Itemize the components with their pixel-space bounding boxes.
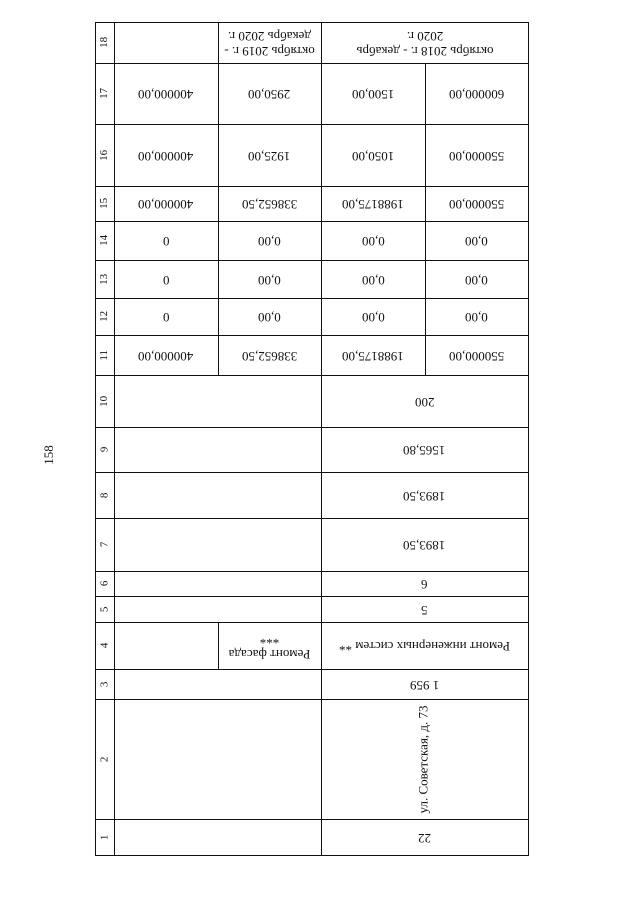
- engineering-value-b-15: [425, 186, 528, 221]
- engineering-value-a-15-text: 1988175,00: [342, 196, 404, 212]
- facade-value-4: [218, 622, 321, 669]
- column-number-5: [95, 596, 114, 622]
- engineering-value-b-17-text: 600000,00: [448, 86, 505, 102]
- street-value-11-text: 400000,00: [138, 348, 194, 364]
- table-right-border: [528, 22, 529, 855]
- column-number-7-text: 7: [98, 541, 111, 548]
- column-number-1-text: 1: [98, 834, 111, 840]
- column-number-4: [95, 622, 114, 669]
- engineering-value-6-text: 6: [421, 576, 428, 592]
- engineering-value-18-text: октябрь 2018 г. - декабрь 2020 г.: [356, 28, 493, 59]
- engineering-value-b-14-text: 0,00: [465, 233, 488, 249]
- column-number-8: [95, 472, 114, 518]
- column-number-7: [95, 518, 114, 571]
- table-bottom-border: [95, 855, 529, 856]
- engineering-value-a-13: [321, 260, 425, 298]
- engineering-value-b-16-text: 550000,00: [448, 148, 505, 164]
- facade-value-13: [218, 260, 321, 298]
- engineering-value-18: [321, 22, 528, 63]
- facade-value-12-text: 0,00: [258, 309, 281, 325]
- facade-value-14: [218, 221, 321, 260]
- engineering-value-a-14: [321, 221, 425, 260]
- column-number-9: [95, 427, 114, 472]
- column-number-16-text: 16: [98, 149, 111, 161]
- column-number-8-text: 8: [98, 492, 111, 498]
- column-number-4-text: 4: [98, 642, 111, 649]
- column-number-3-text: 3: [98, 681, 111, 687]
- engineering-value-6: [321, 571, 528, 596]
- facade-value-15-text: 338652,50: [241, 196, 298, 212]
- engineering-value-a-17-text: 1500,00: [351, 86, 395, 102]
- column-number-6-text: 6: [98, 580, 111, 587]
- street-value-14-text: 0: [162, 233, 170, 249]
- engineering-value-2: [321, 699, 528, 819]
- street-value-15-text: 400000,00: [138, 196, 194, 212]
- engineering-value-9: [321, 427, 528, 472]
- engineering-value-3: [321, 669, 528, 699]
- engineering-value-a-16: [321, 124, 425, 186]
- engineering-value-b-17: [425, 63, 528, 124]
- engineering-value-10: [321, 375, 528, 427]
- column-number-1: [95, 819, 114, 855]
- facade-value-18: [218, 22, 321, 63]
- street-value-12: [114, 298, 218, 335]
- page-number: 158: [41, 445, 56, 465]
- facade-value-17: [218, 63, 321, 124]
- street-value-16: [114, 124, 218, 186]
- column-number-6: [95, 571, 114, 596]
- facade-value-12: [218, 298, 321, 335]
- engineering-value-a-14-text: 0,00: [361, 233, 385, 249]
- engineering-value-1-text: 22: [418, 830, 431, 846]
- column-number-15-text: 15: [98, 197, 111, 209]
- column-number-10-text: 10: [98, 395, 111, 407]
- engineering-value-b-15-text: 550000,00: [448, 196, 505, 212]
- engineering-value-b-12: [425, 298, 528, 335]
- column-number-17: [95, 63, 114, 124]
- facade-value-16-text: 1925,00: [248, 148, 291, 164]
- column-number-2-text: 2: [98, 756, 111, 762]
- street-value-11: [114, 335, 218, 375]
- column-number-13: [95, 260, 114, 298]
- engineering-value-5-text: 5: [421, 602, 428, 618]
- engineering-value-a-17: [321, 63, 425, 124]
- engineering-value-a-11-text: 1988175,00: [342, 348, 404, 364]
- engineering-value-a-11: [321, 335, 425, 375]
- column-number-13-text: 13: [98, 273, 111, 285]
- engineering-value-4: [321, 622, 528, 669]
- engineering-value-10-text: 200: [414, 394, 435, 410]
- engineering-value-b-11: [425, 335, 528, 375]
- column-number-18: [95, 22, 114, 63]
- engineering-value-2-text: ул. Советская, д. 73: [416, 704, 432, 814]
- engineering-value-3-text: 1 959: [409, 677, 440, 693]
- facade-value-11: [218, 335, 321, 375]
- engineering-value-a-12: [321, 298, 425, 335]
- facade-value-16: [218, 124, 321, 186]
- engineering-value-a-12-text: 0,00: [361, 309, 385, 325]
- column-number-14-text: 14: [98, 234, 111, 246]
- engineering-value-8: [321, 472, 528, 518]
- street-value-17-text: 400000,00: [138, 86, 194, 102]
- street-value-12-text: 0: [162, 309, 170, 325]
- engineering-value-4-text: Ремонт инженерных систем **: [338, 638, 511, 654]
- column-number-3: [95, 669, 114, 699]
- facade-value-15: [218, 186, 321, 221]
- facade-value-13-text: 0,00: [258, 272, 281, 288]
- street-value-15: [114, 186, 218, 221]
- engineering-value-b-13: [425, 260, 528, 298]
- column-number-18-text: 18: [98, 36, 111, 48]
- facade-value-11-text: 338652,50: [241, 348, 298, 364]
- column-number-12: [95, 298, 114, 335]
- street-value-17: [114, 63, 218, 124]
- column-number-15: [95, 186, 114, 221]
- engineering-value-b-16: [425, 124, 528, 186]
- engineering-value-b-12-text: 0,00: [465, 309, 488, 325]
- engineering-value-7-text: 1893,50: [403, 537, 446, 553]
- column-number-9-text: 9: [98, 446, 111, 453]
- column-number-10: [95, 375, 114, 427]
- engineering-value-8-text: 1893,50: [403, 488, 446, 504]
- engineering-value-a-16-text: 1050,00: [351, 148, 395, 164]
- engineering-value-5: [321, 596, 528, 622]
- engineering-value-b-11-text: 550000,00: [448, 348, 505, 364]
- facade-value-4-text: Ремонт фасада ***: [228, 631, 311, 662]
- column-number-12-text: 12: [98, 310, 111, 322]
- street-value-16-text: 400000,00: [138, 148, 194, 164]
- street-value-14: [114, 221, 218, 260]
- column-number-11-text: 11: [98, 349, 111, 361]
- column-number-14: [95, 221, 114, 260]
- column-number-2: [95, 699, 114, 819]
- engineering-value-7: [321, 518, 528, 571]
- engineering-value-1: [321, 819, 528, 855]
- column-number-17-text: 17: [98, 87, 111, 99]
- column-number-5-text: 5: [98, 606, 111, 612]
- engineering-value-a-15: [321, 186, 425, 221]
- engineering-value-b-14: [425, 221, 528, 260]
- facade-value-17-text: 2950,00: [248, 86, 291, 102]
- column-number-11: [95, 335, 114, 375]
- engineering-value-b-13-text: 0,00: [465, 272, 488, 288]
- facade-value-18-text: октябрь 2019 г. - декабрь 2020 г.: [224, 28, 315, 59]
- street-value-13: [114, 260, 218, 298]
- facade-value-14-text: 0,00: [258, 233, 281, 249]
- engineering-value-9-text: 1565,80: [403, 442, 446, 458]
- street-value-13-text: 0: [162, 272, 170, 288]
- column-number-16: [95, 124, 114, 186]
- engineering-value-a-13-text: 0,00: [361, 272, 385, 288]
